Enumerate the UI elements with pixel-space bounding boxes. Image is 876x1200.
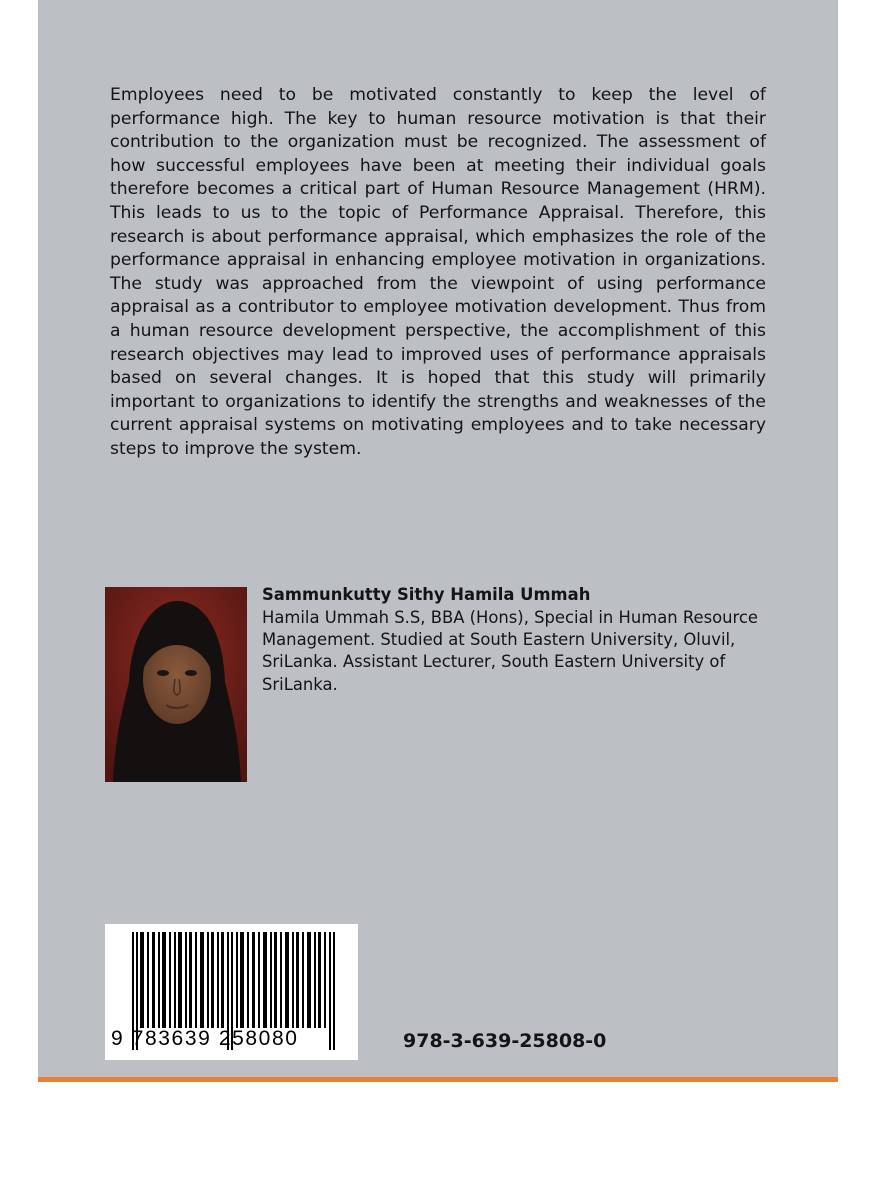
author-name: Sammunkutty Sithy Hamila Ummah [262, 585, 591, 604]
book-blurb: Employees need to be motivated constantly to keep the level of performance high. The key to human resource motivation is that their contribution to the organization must be recognized. The assessment of how successful employees have been at meeting their individual goals therefore becomes a critical part of Human Resource Management (HRM). This leads to us to the topic of Performance Appraisal. Therefore, this research is about performance appraisal, which emphasizes the role of the performance appraisal in enhancing employee motivation in organizations. The study was approached from the viewpoint of using performance appraisal as a contributor to employee motivation development. Thus from a human resource development perspective, the accomplishment of this research objectives may lead to improved uses of performance appraisals based on several changes. It is hoped that this study will primarily important to organizations to identify the strengths and weaknesses of the current appraisal systems on motivating employees and to take necessary steps to improve the system. [110, 85, 766, 459]
isbn-number: 978-3-639-25808-0 [403, 1030, 607, 1052]
barcode-digits: 9 783639 258080 [111, 1027, 299, 1050]
barcode [105, 924, 358, 1060]
author-photo [105, 587, 247, 782]
author-bio: Hamila Ummah S.S, BBA (Hons), Special in Human Resource Management. Studied at South Eastern University, Oluvil, SriLanka. Assistant Lecturer, South Eastern University of SriLanka. [262, 608, 759, 694]
orange-accent-bar [38, 1077, 838, 1082]
